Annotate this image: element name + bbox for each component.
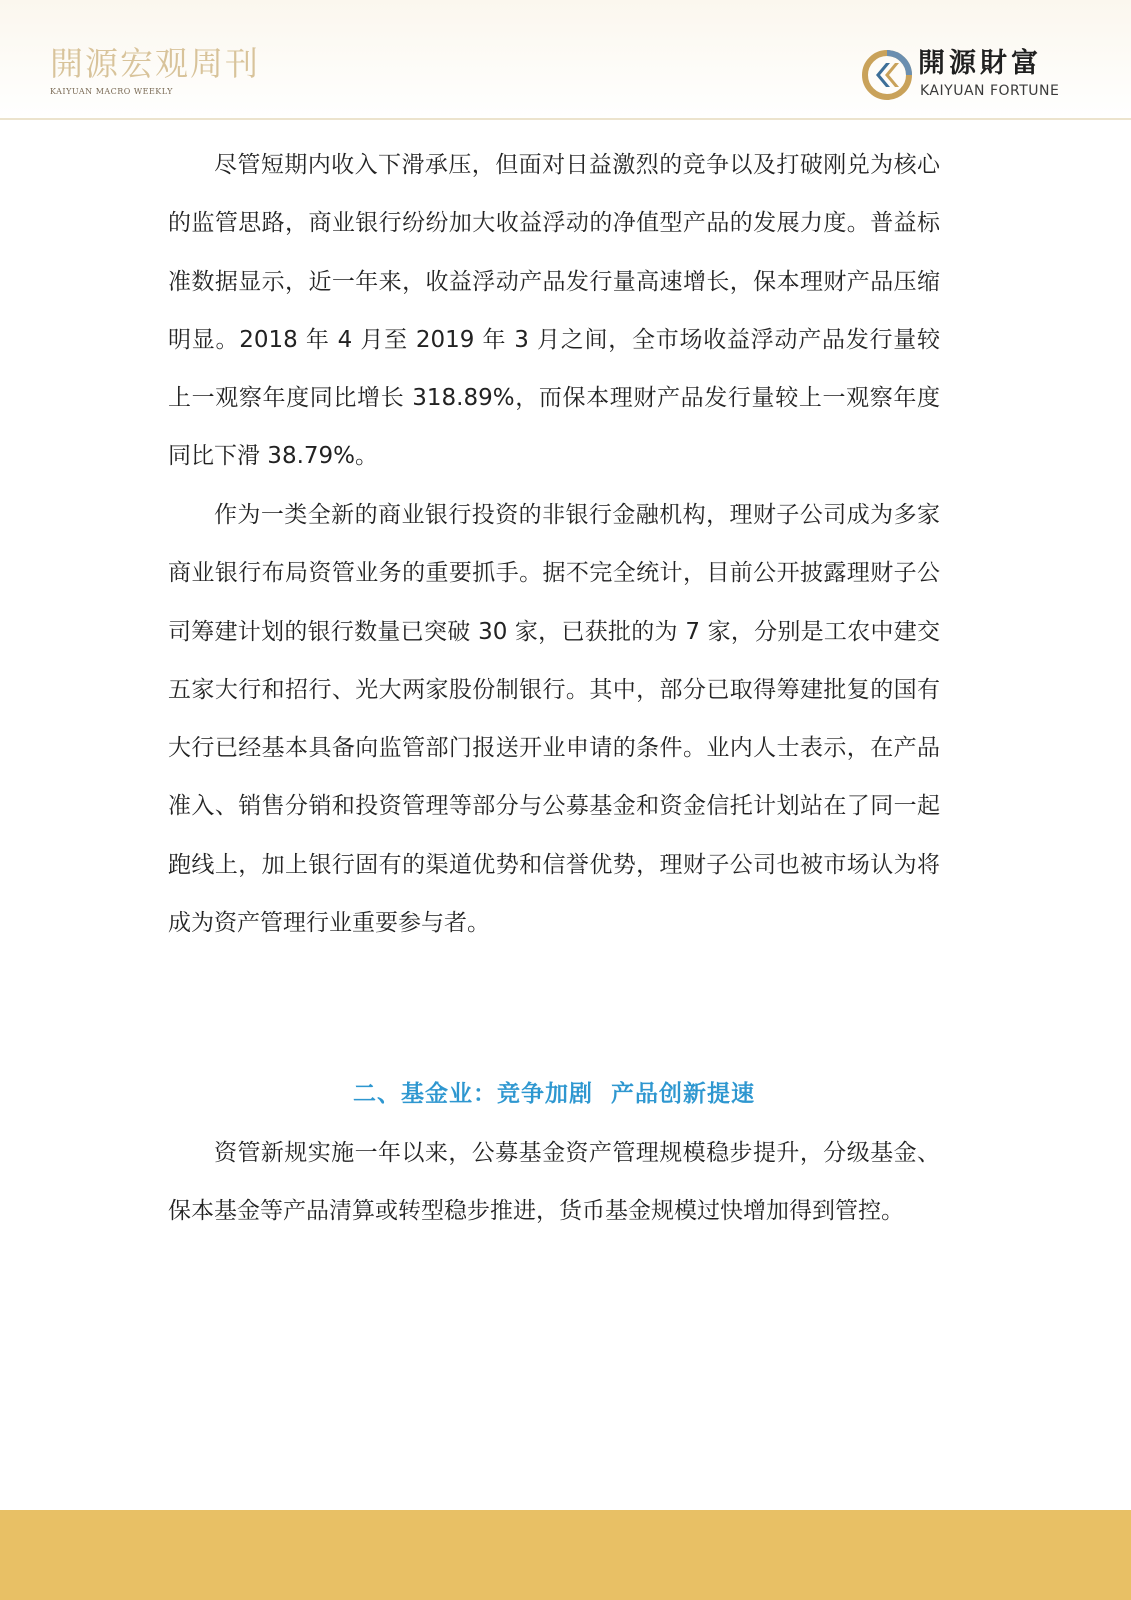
publication-subtitle: KAIYUAN MACRO WEEKLY [50, 87, 173, 96]
body-paragraph: 作为一类全新的商业银行投资的非银行金融机构，理财子公司成为多家商业银行布局资管业务的重要抓手。据不完全统计，目前公开披露理财子公司筹建计划的银行数量已突破 30 家，已获批的为 7 家，分别是工农中建交五家大行和招行、光大两家股份制银行。其中，部分已取得筹建批复的国有大行已经基本具备向监管部门报送开业申请的条件。业内人士表示，在产品准入、销售分销和投资管理等部分与公募基金和资金信托计划站在了同一起跑线上，加上银行固有的渠道优势和信誉优势，理财子公司也被市场认为将成为资产管理行业重要参与者。 [168, 502, 940, 937]
kaiyuan-logo-icon [862, 50, 912, 100]
brand-name: 開源財富 [918, 48, 1042, 79]
page-footer [0, 1510, 1131, 1600]
body-paragraph: 尽管短期内收入下滑承压，但面对日益激烈的竞争以及打破刚兑为核心的监管思路，商业银行纷纷加大收益浮动的净值型产品的发展力度。普益标准数据显示，近一年来，收益浮动产品发行量高速增长，保本理财产品压缩明显。2018 年 4 月至 2019 年 3 月之间，全市场收益浮动产品发行量较上一观察年度同比增长 318.89%，而保本理财产品发行量较上一观察年度同比下滑 38.79%。 [168, 152, 940, 470]
publication-masthead [50, 44, 310, 96]
brand-name-english: KAIYUAN FORTUNE [920, 83, 1060, 99]
brand-logo-block [862, 44, 1092, 104]
header-divider [0, 118, 1131, 120]
publication-title: 開源宏观周刊 [50, 44, 260, 83]
section-heading: 二、基金业：竞争加剧 产品创新提速 [352, 1081, 755, 1107]
body-paragraph: 资管新规实施一年以来，公募基金资产管理规模稳步提升，分级基金、保本基金等产品清算或转型稳步推进，货币基金规模过快增加得到管控。 [168, 1140, 940, 1225]
